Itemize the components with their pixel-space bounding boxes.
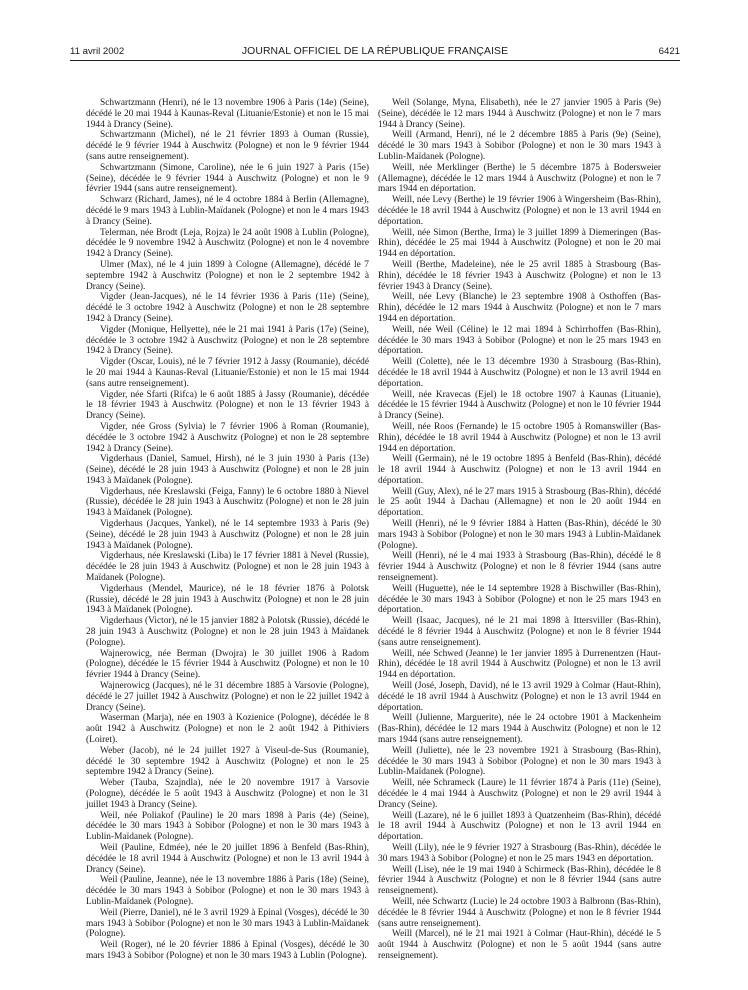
right-column bbox=[378, 98, 661, 962]
death-record-entry: Weill (Lise), née le 19 mai 1940 à Schirmeck (Bas-Rhin), décédée le 8 février 1944 à Auschwitz (Pologne) et non le 8 février 1944 (sans autre renseignement). bbox=[378, 864, 661, 897]
death-record-entry: Weill, née Schwartz (Lucie) le 24 octobre 1903 à Balbronn (Bas-Rhin), décédée le 8 février 1944 à Auschwitz (Pologne) et non le 8 février 1944 (sans autre renseignement). bbox=[378, 896, 661, 929]
death-record-entry: Schwartzmann (Michel), né le 21 février 1893 à Ouman (Russie), décédé le 9 février 1944 à Auschwitz (Pologne) et non le 9 février 1944 (sans autre renseignement). bbox=[86, 130, 369, 162]
death-record-entry: Weill, née Kravecas (Ejel) le 18 octobre 1907 à Kaunas (Lituanie), décédée le 15 février 1944 à Auschwitz (Pologne) et non le 10 février 1944 à Drancy (Seine). bbox=[378, 389, 661, 422]
death-record-entry: Ulmer (Max), né le 4 juin 1899 à Cologne (Allemagne), décédé le 7 septembre 1942 à Auschwitz (Pologne) et non le 2 septembre 1942 à Drancy (Seine). bbox=[86, 259, 369, 292]
death-record-entry: Vigderhaus, née Kreslawski (Liba) le 17 février 1881 à Nevel (Russie), décédée le 28 juin 1943 à Auschwitz (Pologne) et non le 28 juin 1943 à Maïdanek (Pologne). bbox=[86, 551, 369, 584]
death-record-entry: Weill (Colette), née le 13 décembre 1930 à Strasbourg (Bas-Rhin), décédée le 18 avril 1944 à Auschwitz (Pologne) et non le 13 avril 1944 en déportation. bbox=[378, 357, 661, 389]
death-record-entry: Vigder, née Gross (Sylvia) le 7 février 1906 à Roman (Roumanie), décédée le 3 octobre 1942 à Auschwitz (Pologne) et non le 28 septembre 1942 à Drancy (Seine). bbox=[86, 421, 369, 454]
death-record-entry: Schwarz (Richard, James), né le 4 octobre 1884 à Berlin (Allemagne), décédé le 9 mars 1943 à Lublin-Maïdanek (Pologne) et non le 4 mars 1943 à Drancy (Seine). bbox=[86, 195, 369, 227]
death-record-entry: Weill, née Schrameck (Laure) le 11 février 1874 à Paris (11e) (Seine), décédée le 4 mai 1944 à Auschwitz (Pologne) et non le 29 avril 1944 à Drancy (Seine). bbox=[378, 778, 661, 810]
header-rule bbox=[70, 60, 680, 61]
death-record-entry: Weil (Pierre, Daniel), né le 3 avril 1929 à Epinal (Vosges), décédé le 30 mars 1943 à Sobibor (Pologne) et non le 30 mars 1943 à Lublin-Maïdanek (Pologne). bbox=[86, 907, 369, 940]
death-record-entry: Weill (Lily), née le 9 février 1927 à Strasbourg (Bas-Rhin), décédée le 30 mars 1943 à Sobibor (Pologne) et non le 25 mars 1943 en déportation. bbox=[378, 842, 661, 864]
death-record-entry: Weill (Huguette), née le 14 septembre 1928 à Bischwiller (Bas-Rhin), décédée le 30 mars 1943 à Sobibor (Pologne) et non le 25 mars 1943 en déportation. bbox=[378, 583, 661, 616]
death-record-entry: Weil (Solange, Myna, Elisabeth), née le 27 janvier 1905 à Paris (9e) (Seine), décédée le 12 mars 1944 à Auschwitz (Pologne) et non le 7 mars 1944 à Drancy (Seine). bbox=[378, 98, 661, 130]
header-title: JOURNAL OFFICIEL DE LA RÉPUBLIQUE FRANÇAISE bbox=[241, 46, 509, 57]
death-record-entry: Weber (Jacob), né le 24 juillet 1927 à Viseul-de-Sus (Roumanie), décédé le 30 septembre 1942 à Auschwitz (Pologne) et non le 25 septembre 1942 à Drancy (Seine). bbox=[86, 745, 369, 778]
left-column bbox=[86, 98, 369, 962]
death-record-entry: Weill (Henri), né le 9 février 1884 à Hatten (Bas-Rhin), décédé le 30 mars 1943 à Sobibor (Pologne) et non le 30 mars 1943 à Lublin-Maïdanek (Pologne). bbox=[378, 519, 661, 551]
death-record-entry: Weill (Berthe, Madeleine), née le 25 avril 1885 à Strasbourg (Bas-Rhin), décédée le 18 février 1943 à Auschwitz (Pologne) et non le 13 février 1943 à Drancy (Seine). bbox=[378, 259, 661, 292]
death-record-entry: Vigder (Monique, Hellyette), née le 21 mai 1941 à Paris (17e) (Seine), décédée le 3 octobre 1942 à Auschwitz (Pologne) et non le 28 septembre 1942 à Drancy (Seine). bbox=[86, 324, 369, 357]
death-record-entry: Vigder (Jean-Jacques), né le 14 février 1936 à Paris (11e) (Seine), décédé le 3 octobre 1942 à Auschwitz (Pologne) et non le 28 septembre 1942 à Drancy (Seine). bbox=[86, 292, 369, 324]
death-record-entry: Schwartzmann (Henri), né le 13 novembre 1906 à Paris (14e) (Seine), décédé le 20 mai 1944 à Kaunas-Reval (Lituanie/Estonie) et non le 15 mai 1944 à Drancy (Seine). bbox=[86, 98, 369, 130]
page-header bbox=[70, 46, 680, 60]
death-record-entry: Vigder (Oscar, Louis), né le 7 février 1912 à Jassy (Roumanie), décédé le 20 mai 1944 à Kaunas-Reval (Lituanie/Estonie) et non le 15 mai 1944 (sans autre renseignement). bbox=[86, 357, 369, 389]
death-record-entry: Weill, née Merklinger (Berthe) le 5 décembre 1875 à Bodersweier (Allemagne), décédée le 12 mars 1944 à Auschwitz (Pologne) et non le 7 mars 1944 en déportation. bbox=[378, 162, 661, 195]
death-record-entry: Vigderhaus (Daniel, Samuel, Hirsh), né le 3 juin 1930 à Paris (13e) (Seine), décédé le 28 juin 1943 à Auschwitz (Pologne) et non le 28 juin 1943 à Maïdanek (Pologne). bbox=[86, 454, 369, 486]
death-record-entry: Weil, née Poliakof (Pauline) le 20 mars 1898 à Paris (4e) (Seine), décédée le 30 mars 1943 à Sobibor (Pologne) et non le 30 mars 1943 à Lublin-Maïdanek (Pologne). bbox=[86, 810, 369, 843]
death-record-entry: Weill (Marcel), né le 21 mai 1921 à Colmar (Haut-Rhin), décédé le 5 août 1944 à Auschwitz (Pologne) et non le 5 août 1944 (sans autre renseignement). bbox=[378, 929, 661, 961]
death-record-entry: Weill (Armand, Henri), né le 2 décembre 1885 à Paris (9e) (Seine), décédé le 30 mars 1943 à Sobibor (Pologne) et non le 30 mars 1943 à Lublin-Maïdanek (Pologne). bbox=[378, 130, 661, 162]
death-record-entry: Weill, née Roos (Fernande) le 15 octobre 1905 à Romanswiller (Bas-Rhin), décédée le 18 avril 1944 à Auschwitz (Pologne) et non le 13 avril 1944 en déportation. bbox=[378, 421, 661, 454]
death-record-entry: Weill (Germain), né le 19 octobre 1895 à Benfeld (Bas-Rhin), décédé le 18 avril 1944 à Auschwitz (Pologne) et non le 13 avril 1944 en déportation. bbox=[378, 454, 661, 486]
death-record-entry: Weill (Juliette), née le 23 novembre 1921 à Strasbourg (Bas-Rhin), décédée le 30 mars 1943 à Sobibor (Pologne) et non le 30 mars 1943 à Lublin-Maïdanek (Pologne). bbox=[378, 745, 661, 778]
death-record-entry: Vigderhaus, née Kreslawski (Feiga, Fanny) le 6 octobre 1880 à Nievel (Russie), décédée le 28 juin 1943 à Auschwitz (Pologne) et non le 28 juin 1943 à Maïdanek (Pologne). bbox=[86, 486, 369, 519]
death-record-entry: Weill, née Schwed (Jeanne) le 1er janvier 1895 à Durrenentzen (Haut-Rhin), décédée le 18 avril 1944 à Auschwitz (Pologne) et non le 13 avril 1944 en déportation. bbox=[378, 648, 661, 681]
death-record-entry: Vigderhaus (Jacques, Yankel), né le 14 septembre 1933 à Paris (9e) (Seine), décédé le 28 juin 1943 à Auschwitz (Pologne) et non le 28 juin 1943 à Maïdanek (Pologne). bbox=[86, 519, 369, 551]
death-record-entry: Weill (Henri), né le 4 mai 1933 à Strasbourg (Bas-Rhin), décédé le 8 février 1944 à Auschwitz (Pologne) et non le 8 février 1944 (sans autre renseignement). bbox=[378, 551, 661, 584]
death-record-entry: Weill (José, Joseph, David), né le 13 avril 1929 à Colmar (Haut-Rhin), décédé le 18 avril 1944 à Auschwitz (Pologne) et non le 13 avril 1944 en déportation. bbox=[378, 681, 661, 713]
death-record-entry: Weil (Roger), né le 20 février 1886 à Epinal (Vosges), décédé le 30 mars 1943 à Sobibor (Pologne) et non le 30 mars 1943 à Lublin (Pologne). bbox=[86, 940, 369, 961]
death-record-entry: Vigderhaus (Mendel, Maurice), né le 18 février 1876 à Polotsk (Russie), décédé le 28 juin 1943 à Auschwitz (Pologne) et non le 28 juin 1943 à Maïdanek (Pologne). bbox=[86, 583, 369, 616]
death-record-entry: Weil (Pauline, Edmée), née le 20 juillet 1896 à Benfeld (Bas-Rhin), décédée le 18 avril 1944 à Auschwitz (Pologne) et non le 13 avril 1944 à Drancy (Seine). bbox=[86, 842, 369, 875]
death-record-entry: Weill, née Levy (Blanche) le 23 septembre 1908 à Osthoffen (Bas-Rhin), décédée le 12 mars 1944 à Auschwitz (Pologne) et non le 7 mars 1944 en déportation. bbox=[378, 292, 661, 324]
death-record-entry: Weill (Lazare), né le 6 juillet 1893 à Quatzenheim (Bas-Rhin), décédé le 18 avril 1944 à Auschwitz (Pologne) et non le 13 avril 1944 en déportation. bbox=[378, 810, 661, 843]
death-record-entry: Weill, née Levy (Berthe) le 19 février 1906 à Wingersheim (Bas-Rhin), décédée le 18 avril 1944 à Auschwitz (Pologne) et non le 13 avril 1944 en déportation. bbox=[378, 195, 661, 227]
header-date: 11 avril 2002 bbox=[70, 46, 125, 57]
death-record-entry: Waserman (Marja), née en 1903 à Kozienice (Pologne), décédée le 8 août 1942 à Auschwitz (Pologne) et non le 2 août 1942 à Pithiviers (Loiret). bbox=[86, 713, 369, 746]
death-record-entry: Weil (Pauline, Jeanne), née le 13 novembre 1886 à Paris (18e) (Seine), décédée le 30 mars 1943 à Sobibor (Pologne) et non le 30 mars 1943 à Lublin-Maïdanek (Pologne). bbox=[86, 875, 369, 907]
death-record-entry: Weill (Julienne, Marguerite), née le 24 octobre 1901 à Mackenheim (Bas-Rhin), décédée le 12 mars 1944 à Auschwitz (Pologne) et non le 12 mars 1944 (sans autre renseignement). bbox=[378, 713, 661, 746]
death-record-entry: Weill, née Weil (Céline) le 12 mai 1894 à Schirrhoffen (Bas-Rhin), décédée le 30 mars 1943 à Sobibor (Pologne) et non le 25 mars 1943 en déportation. bbox=[378, 324, 661, 357]
death-record-entry: Weill (Isaac, Jacques), né le 21 mai 1898 à Ittersviller (Bas-Rhin), décédé le 8 février 1944 à Auschwitz (Pologne) et non le 8 février 1944 (sans autre renseignement). bbox=[378, 616, 661, 648]
death-record-entry: Vigder, née Sfarti (Rifca) le 6 août 1885 à Jassy (Roumanie), décédée le 18 février 1943 à Auschwitz (Pologne) et non le 13 février 1943 à Drancy (Seine). bbox=[86, 389, 369, 422]
death-record-entry: Telerman, née Brodt (Leja, Rojza) le 24 août 1908 à Lublin (Pologne), décédée le 9 novembre 1942 à Auschwitz (Pologne) et non le 4 novembre 1942 à Drancy (Seine). bbox=[86, 227, 369, 260]
death-record-entry: Weber (Tauba, Szajndla), née le 20 novembre 1917 à Varsovie (Pologne), décédée le 5 août 1943 à Auschwitz (Pologne) et non le 31 juillet 1943 à Drancy (Seine). bbox=[86, 778, 369, 810]
death-record-entry: Weill, née Simon (Berthe, Irma) le 3 juillet 1899 à Diemeringen (Bas-Rhin), décédée le 25 mai 1944 à Auschwitz (Pologne) et non le 20 mai 1944 en déportation. bbox=[378, 227, 661, 260]
death-record-entry: Wajnerowicg, née Berman (Dwojra) le 30 juillet 1906 à Radom (Pologne), décédée le 15 février 1944 à Auschwitz (Pologne) et non le 10 février 1944 à Drancy (Seine). bbox=[86, 648, 369, 681]
death-record-entry: Schwartzmann (Simone, Caroline), née le 6 juin 1927 à Paris (15e) (Seine), décédée le 9 février 1944 à Auschwitz (Pologne) et non le 9 février 1944 (sans autre renseignement). bbox=[86, 162, 369, 195]
death-record-entry: Wajnerowicg (Jacques), né le 31 décembre 1885 à Varsovie (Pologne), décédé le 27 juillet 1942 à Auschwitz (Pologne) et non le 22 juillet 1942 à Drancy (Seine). bbox=[86, 681, 369, 713]
death-record-entry: Vigderhaus (Victor), né le 15 janvier 1882 à Polotsk (Russie), décédé le 28 juin 1943 à Auschwitz (Pologne) et non le 28 juin 1943 à Maïdanek (Pologne). bbox=[86, 616, 369, 648]
header-page-number: 6421 bbox=[658, 46, 680, 57]
death-record-entry: Weill (Guy, Alex), né le 27 mars 1915 à Strasbourg (Bas-Rhin), décédé le 25 août 1944 à Dachau (Allemagne) et non le 20 août 1944 en déportation. bbox=[378, 486, 661, 519]
